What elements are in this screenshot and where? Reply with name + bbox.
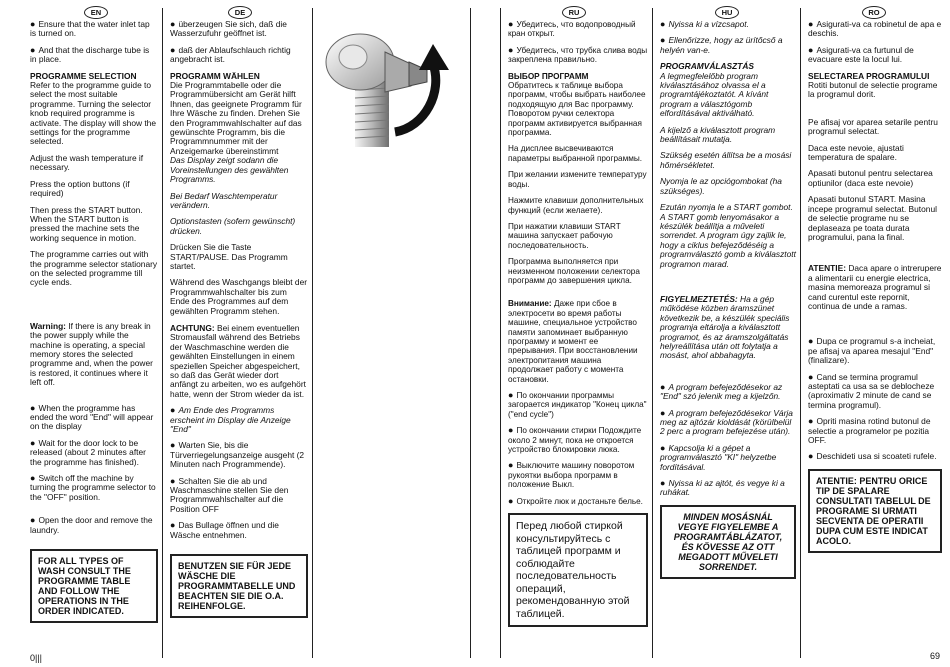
warning-paragraph xyxy=(660,295,796,361)
list-item: ● When the programme has ended the word "End" will appear on the display xyxy=(30,404,158,432)
paragraph: При нажатии клавиши START машина запускает рабочую последовательность. xyxy=(508,221,621,250)
section-heading: PROGRAMM WÄHLEN xyxy=(170,70,260,81)
paragraph: ● And that the discharge tube is in place. xyxy=(30,46,158,65)
lang-tag-de: DE xyxy=(228,6,252,19)
paragraph: Нажмите клавиши дополнительных функций (если желаете). xyxy=(508,196,644,215)
paragraph: Daca este nevoie, ajustati temperatura de spalare. xyxy=(808,142,904,163)
paragraph: A kijelző a kiválasztott program beállításait mutatja. xyxy=(660,124,776,145)
warning-paragraph xyxy=(808,264,942,311)
column-divider xyxy=(652,8,653,658)
column-divider xyxy=(470,8,471,658)
warning-label: FIGYELMEZTETÉS: xyxy=(660,293,738,304)
section-heading: SELECTAREA PROGRAMULUI xyxy=(808,70,930,81)
list-item: ● Warten Sie, bis die Türverriegelungsanzeige ausgeht (2 Minuten nach Programmende). xyxy=(170,441,308,469)
lang-tag-ru: RU xyxy=(562,6,586,19)
warning-text: Ha a gép működése közben áramszünet következik be, a készülék speciális programja eltárolja a kiválasztott programot, és az áramszolgáltatás helyreállítása után ott folytatja a mosást, ahol abbahagyta. xyxy=(660,293,790,361)
notice-box: FOR ALL TYPES OF WASH CONSULT THE PROGRAMME TABLE AND FOLLOW THE OPERATIONS IN THE ORDER INDICATED. xyxy=(30,549,158,623)
column-en xyxy=(30,20,158,623)
list-item: ● Am Ende des Programms erscheint im Display die Anzeige "End" xyxy=(170,406,308,434)
list-item: ● Schalten Sie die ab und Waschmaschine stellen Sie den Programmwahlschalter auf die Position OFF xyxy=(170,477,308,515)
paragraph: Adjust the wash temperature if necessary. xyxy=(30,152,144,173)
column-divider xyxy=(500,8,501,658)
column-divider xyxy=(162,8,163,658)
list-item: ● Nyissa ki az ajtót, és vegye ki a ruhákat. xyxy=(660,479,796,498)
paragraph: ● daß der Ablaufschlauch richtig angebracht ist. xyxy=(170,46,308,65)
warning-text: Даже при сбое в электросети во время работы машине, специальное устройство памяти запоминает выбранную программу и момент ее прерывания. При восстановлении электропитания машина продолжает работу с момента остановки. xyxy=(508,299,638,384)
paragraph: Then press the START button. When the START button is pressed the machine sets the working sequence in motion. xyxy=(30,204,143,243)
warning-paragraph xyxy=(170,324,308,399)
list-item: ● Kapcsolja ki a gépet a programválasztó "KI" helyzetbe fordításával. xyxy=(660,444,796,472)
warning-text: Daca apare o intrerupere a alimentarii cu energie electrica, masina memoreaza programul si cand curentul este repornit, continua de unde a ramas. xyxy=(808,263,942,311)
list-item: ● Откройте люк и достаньте белье. xyxy=(508,497,648,506)
column-divider xyxy=(800,8,801,658)
warning-label: Внимание: xyxy=(508,299,552,309)
column-ro xyxy=(808,20,942,553)
list-item: ● Wait for the door lock to be released (about 2 minutes after the programme has finished). xyxy=(30,439,158,467)
column-hu xyxy=(660,20,796,579)
paragraph: На дисплее высвечиваются параметры выбранной программы. xyxy=(508,144,642,163)
lang-tag-en: EN xyxy=(84,6,108,19)
paragraph: ● überzeugen Sie sich, daß die Wasserzufuhr geöffnet ist. xyxy=(170,20,308,39)
paragraph: ● Ellenőrizze, hogy az ürítőcső a helyén van-e. xyxy=(660,36,796,55)
list-item: ● По окончании стирки Подождите около 2 минут, пока не откроется устройство блокировки люка. xyxy=(508,426,648,454)
warning-label: ATENTIE: xyxy=(808,263,846,274)
paragraph: Обратитесь к таблице выбора программ, чтобы выбрать наиболее подходящую для Вас программу. Поворотом ручки селектора программ активируется выбранная программа. xyxy=(508,81,646,138)
section-heading: PROGRAMVÁLASZTÁS xyxy=(660,61,754,72)
paragraph: ● Ensure that the water inlet tap is turned on. xyxy=(30,20,158,39)
warning-label: Warning: xyxy=(30,320,66,331)
paragraph: A legmegfelelőbb program kiválasztásához olvassa el a programtájékoztatót. A kívánt program a választógomb elfordításával aktiválható. xyxy=(660,70,769,119)
selector-knob-illustration xyxy=(315,22,465,152)
paragraph: Szükség esetén állítsa be a mosási hőmérsékletet. xyxy=(660,150,792,170)
paragraph: Refer to the programme guide to select the most suitable programme. Turning the selector knob required programme is activate. The display will show the settings for the programme selected. xyxy=(30,80,156,147)
list-item: ● Das Bullage öffnen und die Wäsche entnehmen. xyxy=(170,521,308,540)
paragraph: The programme carries out with the programme selector stationary on the selected programme till cycle ends. xyxy=(30,249,158,288)
warning-label: ACHTUNG: xyxy=(170,322,215,333)
list-item: ● Deschideti usa si scoateti rufele. xyxy=(808,452,942,461)
column-ru xyxy=(508,20,648,627)
paragraph: Apasati butonul pentru selectarea optiunilor (daca este nevoie) xyxy=(808,168,933,188)
warning-text: If there is any break in the power supply while the machine is operating, a special memory stores the selected programme and, when the power is restored, it continues where it left off. xyxy=(30,320,153,388)
paragraph: Ezután nyomja le a START gombot. A START gomb lenyomásakor a készülék beállítja a műveleti sorrendet. A program úgy zajlik le, hogy a ciklus befejeződéséig a programválasztó gomb a kiválasztott programon marad. xyxy=(660,202,796,269)
paragraph: Apasati butonul START. Masina incepe programul selectat. Butonul de selectie programe nu se deplaseaza pe toata durata programului, pana la final. xyxy=(808,194,937,242)
notice-box: Перед любой стиркой консультируйтесь с таблицей программ и соблюдайте последовательность операций, рекомендованную этой таблицей. xyxy=(508,513,648,627)
list-item: ● Dupa ce programul s-a incheiat, pe afisaj va aparea mesajul "End" (finalizare). xyxy=(808,337,942,365)
notice-box: MINDEN MOSÁSNÁL VEGYE FIGYELEMBE A PROGRAMTÁBLÁZATOT, ÉS KÖVESSE AZ OTT MEGADOTT MŰVELETI SORRENDET. xyxy=(660,505,796,579)
lang-tag-hu: HU xyxy=(715,6,739,19)
section-heading: PROGRAMME SELECTION xyxy=(30,70,137,81)
paragraph: ● Asigurati-va ca robinetul de apa e deschis. xyxy=(808,20,942,39)
list-item: ● Cand se termina programul asteptati ca usa sa se deblocheze (aproximativ 2 minute de cand se termina programul). xyxy=(808,373,942,411)
warning-paragraph xyxy=(30,322,158,388)
lang-tag-ro: RO xyxy=(862,6,886,19)
list-item: ● A program befejeződésekor az "End" szó jelenik meg a kijelzőn. xyxy=(660,383,796,402)
warning-text: Bei einem eventuellen Stromausfall während des Betriebs der Waschmaschine werden die gewählten Einstellungen in einem speziellen Speicher abgespeichert, so daß das Gerät wieder dort anfängt zu arbeiten, wo es aufgehört hatte, wenn der Strom wieder da ist. xyxy=(170,322,306,399)
paragraph: ● Nyissa ki a vízcsapot. xyxy=(660,20,796,29)
paragraph: Press the option buttons (if required) xyxy=(30,178,130,199)
paragraph: Rotiti butonul de selectie programe la programul dorit. xyxy=(808,80,938,100)
warning-paragraph xyxy=(508,299,648,384)
paragraph: Nyomja le az opciógombokat (ha szükséges). xyxy=(660,176,782,196)
paragraph: Optionstasten (sofern gewünscht) drücken. xyxy=(170,216,296,236)
list-item: ● A program befejeződésekor Várja meg az ajtózár kioldását (körülbelül 2 perc a program befejezése után). xyxy=(660,409,796,437)
list-item: ● Opriti masina rotind butonul de selectie a programelor pe pozitia OFF. xyxy=(808,417,942,445)
paragraph: При желании измените температуру воды. xyxy=(508,170,647,189)
column-de xyxy=(170,20,308,618)
section-heading: ВЫБОР ПРОГРАММ xyxy=(508,71,589,81)
paragraph: Das Display zeigt sodann die Voreinstellungen des gewählten Programms. xyxy=(170,155,289,185)
paragraph: Drücken Sie die Taste START/PAUSE. Das Programm startet. xyxy=(170,242,288,271)
column-divider xyxy=(312,8,313,658)
page-number: 69 xyxy=(929,651,940,661)
paragraph: ● Убедитесь, что водопроводный кран открыт. xyxy=(508,20,648,39)
list-item: ● Switch off the machine by turning the programme selector to the "OFF" position. xyxy=(30,474,158,502)
list-item: ● По окончании программы загорается индикатор "Конец цикла" ("end cycle") xyxy=(508,391,648,419)
list-item: ● Выключите машину поворотом рукоятки выбора программ в положение Выкл. xyxy=(508,461,648,489)
paragraph: Während des Waschgangs bleibt der Programmwahlschalter bis zum Ende des Programmes auf dem gewählten Programm stehen. xyxy=(170,277,308,316)
list-item: ● Open the door and remove the laundry. xyxy=(30,516,158,535)
paragraph: ● Убедитесь, что трубка слива воды закреплена правильно. xyxy=(508,46,648,65)
paragraph: Программа выполняется при неизменном положении селектора программ до завершения цикла. xyxy=(508,257,640,285)
notice-box: BENUTZEN SIE FÜR JEDE WÄSCHE DIE PROGRAMMTABELLE UND BEACHTEN SIE DIE O.A. REIHENFOLGE. xyxy=(170,554,308,618)
paragraph: Die Programmtabelle oder die Programmübersicht am Gerät hilft Ihnen, das geeignete Programm für Ihre Wäsche zu finden. Drehen Sie den Programmwahlschalter auf das gewünschte Programm, bis die Programmnummer mit der Anzeigemarke übereinstimmt xyxy=(170,80,302,156)
page-mark: 0||| xyxy=(30,653,43,663)
paragraph: ● Asigurati-va ca furtunul de evacuare este la locul lui. xyxy=(808,46,942,65)
notice-box: ATENTIE: PENTRU ORICE TIP DE SPALARE CONSULTATI TABELUL DE PROGRAME SI URMATI SECVENTA DE OPERATII DUPA CUM ESTE INDICAT ACOLO. xyxy=(808,469,942,553)
paragraph: Bei Bedarf Waschtemperatur verändern. xyxy=(170,190,278,210)
paragraph: Pe afisaj vor aparea setarile pentru programul selectat. xyxy=(808,116,938,137)
